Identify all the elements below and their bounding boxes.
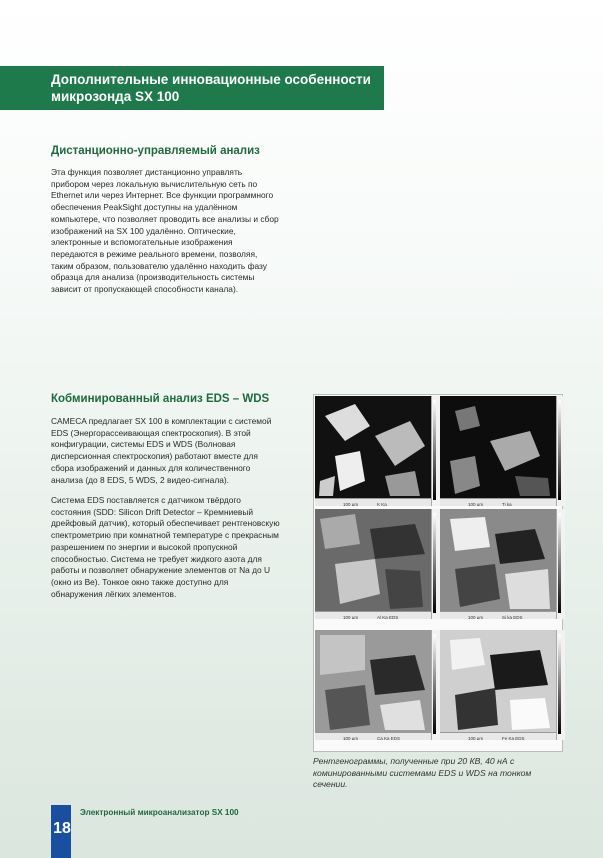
text-line: изображений на SX 100 удалённо. Оптические, [51,225,236,236]
page-number: 18 [53,820,71,837]
text-line: дрейфовый датчик), который обеспечивает рентгеновскую [51,518,280,529]
text-line: состояния (SDD: Silicon Drift Detector – Кремниевый [51,506,254,517]
text-line: CAMECA предлагает SX 100 в комплектации с системой [51,416,272,426]
figure-caption [313,756,563,791]
text-line: работы и позволяет обнаружение элементов от Na до U [51,565,271,576]
element-label: Si ka EDS [502,615,523,619]
text-line: сбора изображений и данных для количественного [51,462,251,473]
mineral-map-image [440,396,556,506]
mineral-map-image [440,630,556,740]
page-title: Дополнительные инновационные особенности микрозонда SX 100 [51,72,371,104]
text-line: образца для анализа (производительность системы [51,272,255,283]
text-line: конфигурации, системы EDS и WDS (Волновая [51,439,236,450]
caption-line: Рентгенограммы, полученные при 20 КВ, 40 нА с [313,756,515,766]
xray-map-figure [313,394,563,752]
text-line: зависит от пропускающей способности канала). [51,284,239,295]
text-line: прибором через локальную вычислительную сеть по [51,178,258,189]
colorbar [556,630,565,740]
scale-label: 100 µm [468,502,484,506]
colorbar [431,509,440,619]
element-label: K Ka [377,502,387,506]
text-line: анализа (до 8 EDS, 5 WDS, 2 видео-сигнала). [51,474,229,485]
text-line: компьютере, что позволяет проводить все анализы и сбор [51,213,279,224]
colorbar [431,396,440,506]
xray-map-panel [440,630,556,740]
element-label: Ti ka [502,502,512,506]
footer-title: Электронный микроанализатор SX 100 [80,808,239,817]
mineral-map-image [440,509,556,619]
text-line: EDS (Энергорассеивающая спектроскопия). В этой [51,427,251,438]
xray-map-panel [440,509,556,619]
remote-paragraph [51,167,301,296]
scale-label: 100 µm [343,736,359,740]
text-line: разрешением по энергии и высокой пропускной [51,541,238,552]
text-line: Ethernet или через Интернет. Все функции программного [51,190,274,201]
text-line: передаются в режиме реального времени, позволяя, [51,248,258,259]
eds-paragraph-2 [51,495,301,600]
caption-line: коминированными системами EDS и WDS на тонком [313,767,532,778]
xray-map-panel [315,630,431,740]
colorbar [431,630,440,740]
xray-map-panel [440,396,556,506]
mineral-map-image [315,630,431,740]
title-banner [0,66,384,110]
text-line: обнаружения лёгких элементов. [51,588,177,599]
text-line: Эта функция позволяет дистанционно управлять [51,167,243,177]
scale-label: 100 µm [343,502,359,506]
section-heading-eds-wds: Кобминированный анализ EDS – WDS [51,393,270,405]
xray-map-panel [315,396,431,506]
mineral-map-image [315,396,431,506]
section-heading-remote: Дистанционно-управляемый анализ [51,145,260,157]
xray-map-panel [315,509,431,619]
text-line: (окно из Be). Тонкое окно также доступно для [51,576,229,587]
caption-line: сечении. [313,779,348,789]
text-line: электронные и вспомогательные изображения [51,237,233,248]
eds-paragraph-1 [51,416,301,486]
text-line: способностью. Система не требует жидкого азота для [51,553,262,564]
colorbar [556,396,565,506]
text-line: обеспечения PeakSight доступны на удалённом [51,202,238,213]
element-label: Fe Ka EDS [502,736,525,740]
scale-label: 100 µm [468,736,484,740]
scale-label: 100 µm [468,615,484,619]
colorbar [556,509,565,619]
text-line: спектрометрию при комнатной температуре с прекрасным [51,530,279,541]
text-line: таким образом, пользователю удалённо находить фазу [51,260,267,271]
scale-label: 100 µm [343,615,359,619]
text-line: Система EDS поставляется с датчиком твёрдого [51,495,241,505]
text-line: дисперсионная спектроскопия) работают вместе для [51,451,258,462]
mineral-map-image [315,509,431,619]
element-label: Ca Ka EDS [377,736,401,740]
element-label: Al Ka EDS [377,615,399,619]
